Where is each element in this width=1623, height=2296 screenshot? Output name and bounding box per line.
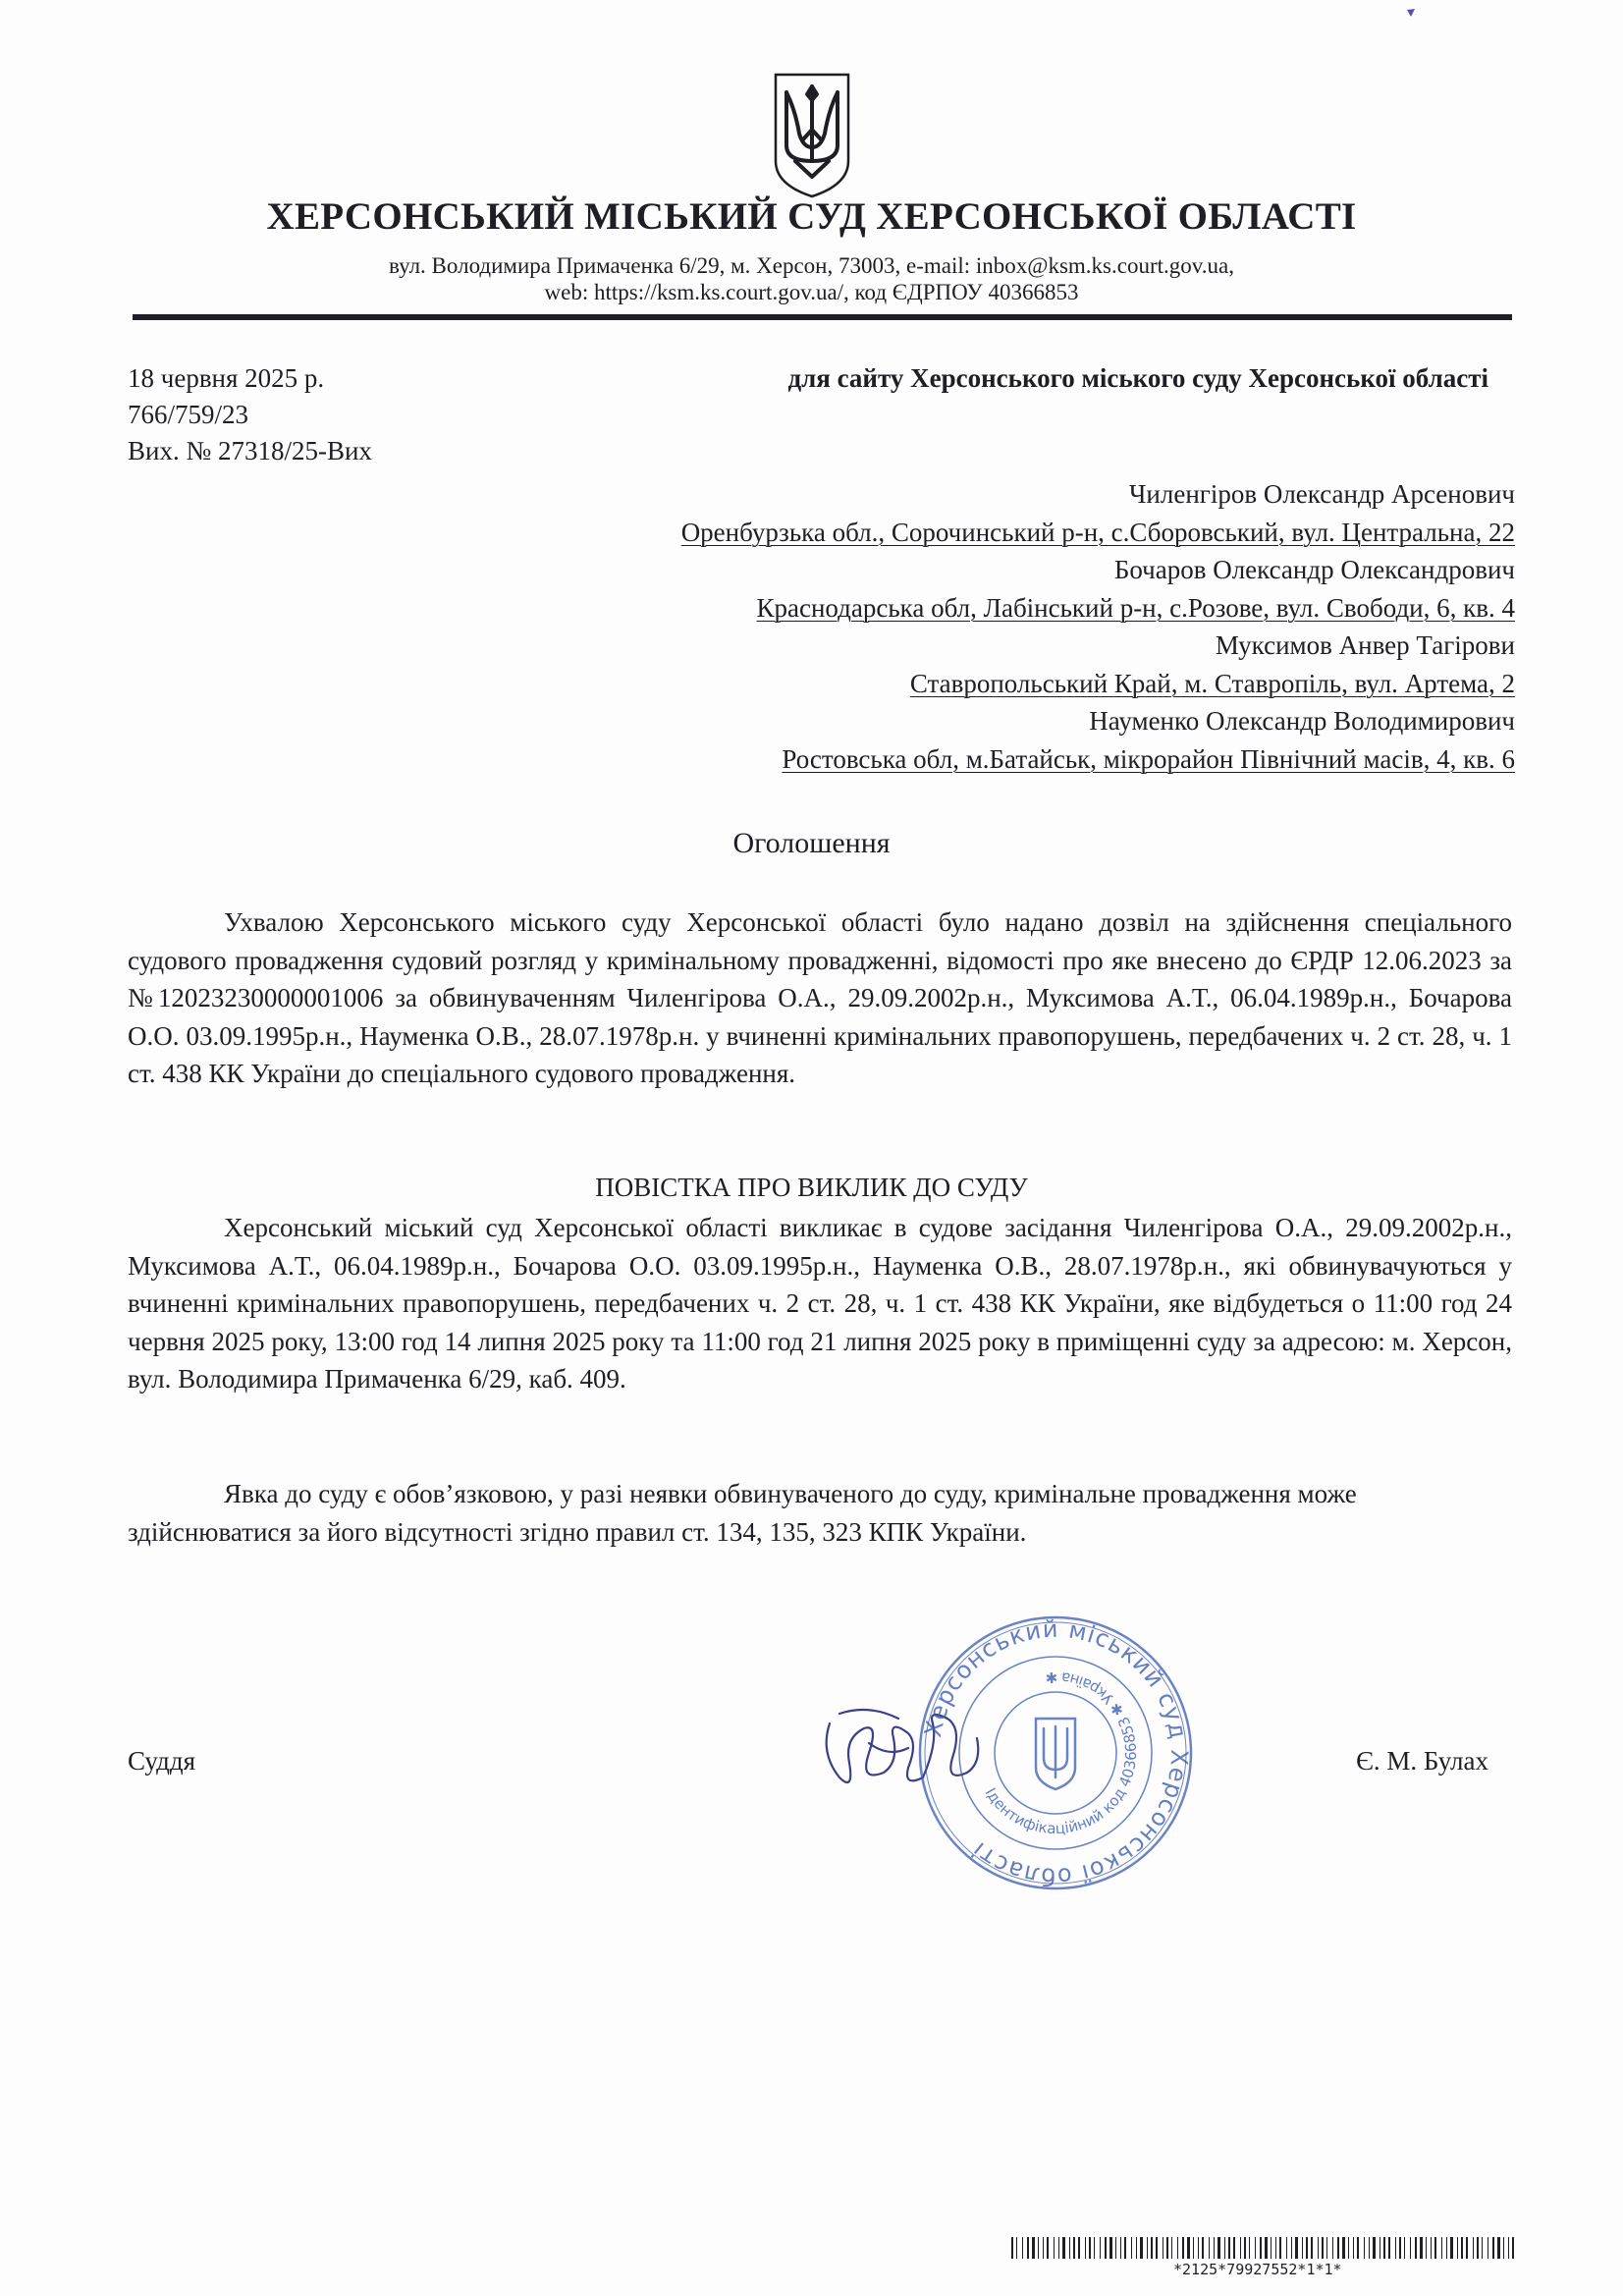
outgoing-number: Вих. № 27318/25-Вих <box>128 436 372 465</box>
barcode <box>1011 2237 1517 2259</box>
recipient-line: для сайту Херсонського міського суду Херсонської області <box>787 363 1488 393</box>
case-number: 766/759/23 <box>128 400 249 429</box>
addressee-name: Чиленгіров Олександр Арсенович <box>1128 479 1515 509</box>
svg-text:Ідентифікаційний код 40366853: Ідентифікаційний код 40366853 ✱ Україна ✱ <box>981 1667 1141 1838</box>
addressee-address: Ставропольський Край, м. Ставропіль, вул. Артема, 2 <box>909 668 1515 698</box>
ink-speck <box>1406 8 1416 18</box>
court-address: вул. Володимира Примаченка 6/29, м. Херсон, 73003, e-mail: inbox@ksm.ks.court.gov.ua, <box>389 253 1234 278</box>
barcode-number: *2125*79927552*1*1* <box>1173 2261 1342 2278</box>
attendance-notice: Явка до суду є обов’язковою, у разі неявки обвинуваченого до суду, кримінальне провадження може здійснюватися за його відсутності згідно правил ст. 134, 135, 323 КПК України. <box>128 1479 1357 1547</box>
addressee-name: Науменко Олександр Володимирович <box>1089 706 1515 736</box>
summons-body: Херсонський міський суд Херсонської області викликає в судове засідання Чиленгірова О.А., 29.09.2002р.н., Муксимова А.Т., 06.04.1989р.н., Бочарова О.О. 03.09.1995р.н., Науменка О.В., 28.07.1978р.н., які обвинувачуються у вчиненні кримінальних правопорушень, передбачених ч. 2 ст. 28, ч. 1 ст. 438 КК України, яке відбудеться о 11:00 год 24 червня 2025 року, 13:00 год 14 липня 2025 року та 11:00 год 21 липня 2025 року в приміщенні суду за адресою: м. Херсон, вул. Володимира Примаченка 6/29, каб. 409. <box>128 1213 1512 1394</box>
announcement-body: Ухвалою Херсонського міського суду Херсонської області було надано дозвіл на здійснення спеціального судового провадження судовий розгляд у кримінальному провадженні, відомості про яке внесено до ЄРДР 12.06.2023 за №12023230000001006 за обвинуваченням Чиленгірова О.А., 29.09.2002р.н., Муксимова А.Т., 06.04.1989р.н., Бочарова О.О. 03.09.1995р.н., Науменка О.В., 28.07.1978р.н. у вчиненні кримінальних правопорушень, передбачених ч. 2 ст. 28, ч. 1 ст. 438 КК України до спеціального судового провадження. <box>128 907 1512 1089</box>
header-divider <box>133 314 1512 320</box>
judge-label: Суддя <box>128 1746 196 1776</box>
addressee-address: Краснодарська обл, Лабінський р-н, с.Розове, вул. Свободи, 6, кв. 4 <box>756 592 1515 623</box>
trident-emblem-icon <box>770 71 854 200</box>
court-seal <box>913 1611 1198 1895</box>
addressee-name: Бочаров Олександр Олександрович <box>1113 555 1515 584</box>
summons-heading: ПОВІСТКА ПРО ВИКЛИК ДО СУДУ <box>595 1173 1028 1202</box>
judge-name: Є. М. Булах <box>1356 1746 1488 1776</box>
addressee-address: Ростовська обл, м.Батайськ, мікрорайон Північний масів, 4, кв. 6 <box>782 743 1515 774</box>
court-web: web: https://ksm.ks.court.gov.ua/, код ЄДРПОУ 40366853 <box>544 280 1079 304</box>
announcement-heading: Оголошення <box>732 827 891 859</box>
addressee-address: Оренбурзька обл., Сорочинський р-н, с.Сборовський, вул. Центральна, 22 <box>680 517 1515 547</box>
addressee-name: Муксимов Анвер Тагірови <box>1215 630 1515 660</box>
court-title: ХЕРСОНСЬКИЙ МІСЬКИЙ СУД ХЕРСОНСЬКОЇ ОБЛАСТІ <box>266 195 1357 238</box>
svg-text:Херсонський міський суд Херсон: Херсонський міський суд Херсонської області <box>919 1614 1194 1891</box>
addressee-list <box>681 475 1515 778</box>
document-date: 18 червня 2025 р. <box>128 363 325 393</box>
